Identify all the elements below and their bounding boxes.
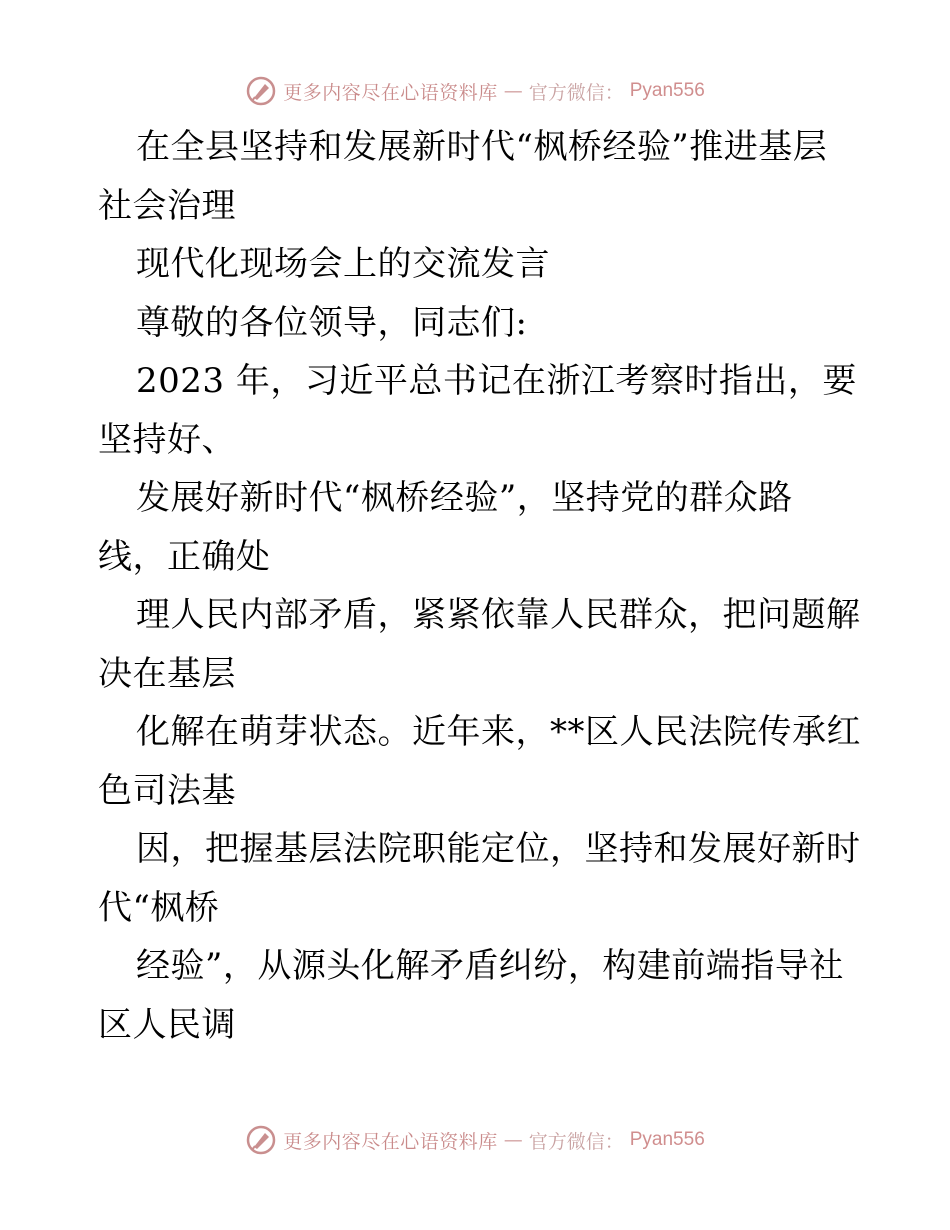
document-line: 社会治理 — [98, 185, 236, 226]
watermark-brand: 更多内容尽在心语资料库 — [283, 81, 498, 104]
footer-watermark — [0, 1120, 950, 1160]
document-line: 坚持好、 — [98, 419, 236, 460]
document-line: 色司法基 — [98, 770, 236, 811]
document-line: 尊敬的各位领导，同志们: — [136, 302, 528, 343]
pen-nib-logo-icon — [245, 1124, 277, 1156]
watermark-contact-label: 官方微信： — [528, 1130, 624, 1153]
document-line: 决在基层 — [98, 653, 236, 694]
document-line: 代“枫桥 — [98, 887, 220, 928]
document-line: 经验”，从源头化解矛盾纠纷，构建前端指导社 — [136, 946, 844, 986]
document-line: 线，正确处 — [98, 536, 271, 577]
watermark-contact-id: Pyan556 — [629, 80, 705, 101]
watermark-separator: — — [503, 80, 523, 102]
document-line: 在全县坚持和发展新时代“枫桥经验”推进基层 — [136, 127, 828, 167]
document-line: 因，把握基层法院职能定位，坚持和发展好新时 — [136, 829, 861, 869]
document-body — [98, 118, 861, 1054]
pen-nib-logo-icon — [245, 75, 277, 107]
header-watermark — [0, 71, 950, 111]
watermark-separator: — — [503, 1129, 523, 1151]
watermark-brand: 更多内容尽在心语资料库 — [283, 1130, 498, 1153]
watermark-contact-label: 官方微信： — [528, 81, 624, 104]
watermark-contact-id: Pyan556 — [629, 1129, 705, 1150]
document-line: 化解在萌芽状态。近年来，**区人民法院传承红 — [136, 712, 861, 752]
document-line: 2023 年，习近平总书记在浙江考察时指出，要 — [136, 361, 857, 401]
document-line: 理人民内部矛盾，紧紧依靠人民群众，把问题解 — [136, 595, 861, 635]
document-line: 区人民调 — [98, 1004, 236, 1045]
document-line: 现代化现场会上的交流发言 — [136, 244, 550, 284]
document-line: 发展好新时代“枫桥经验”，坚持党的群众路 — [136, 478, 793, 518]
